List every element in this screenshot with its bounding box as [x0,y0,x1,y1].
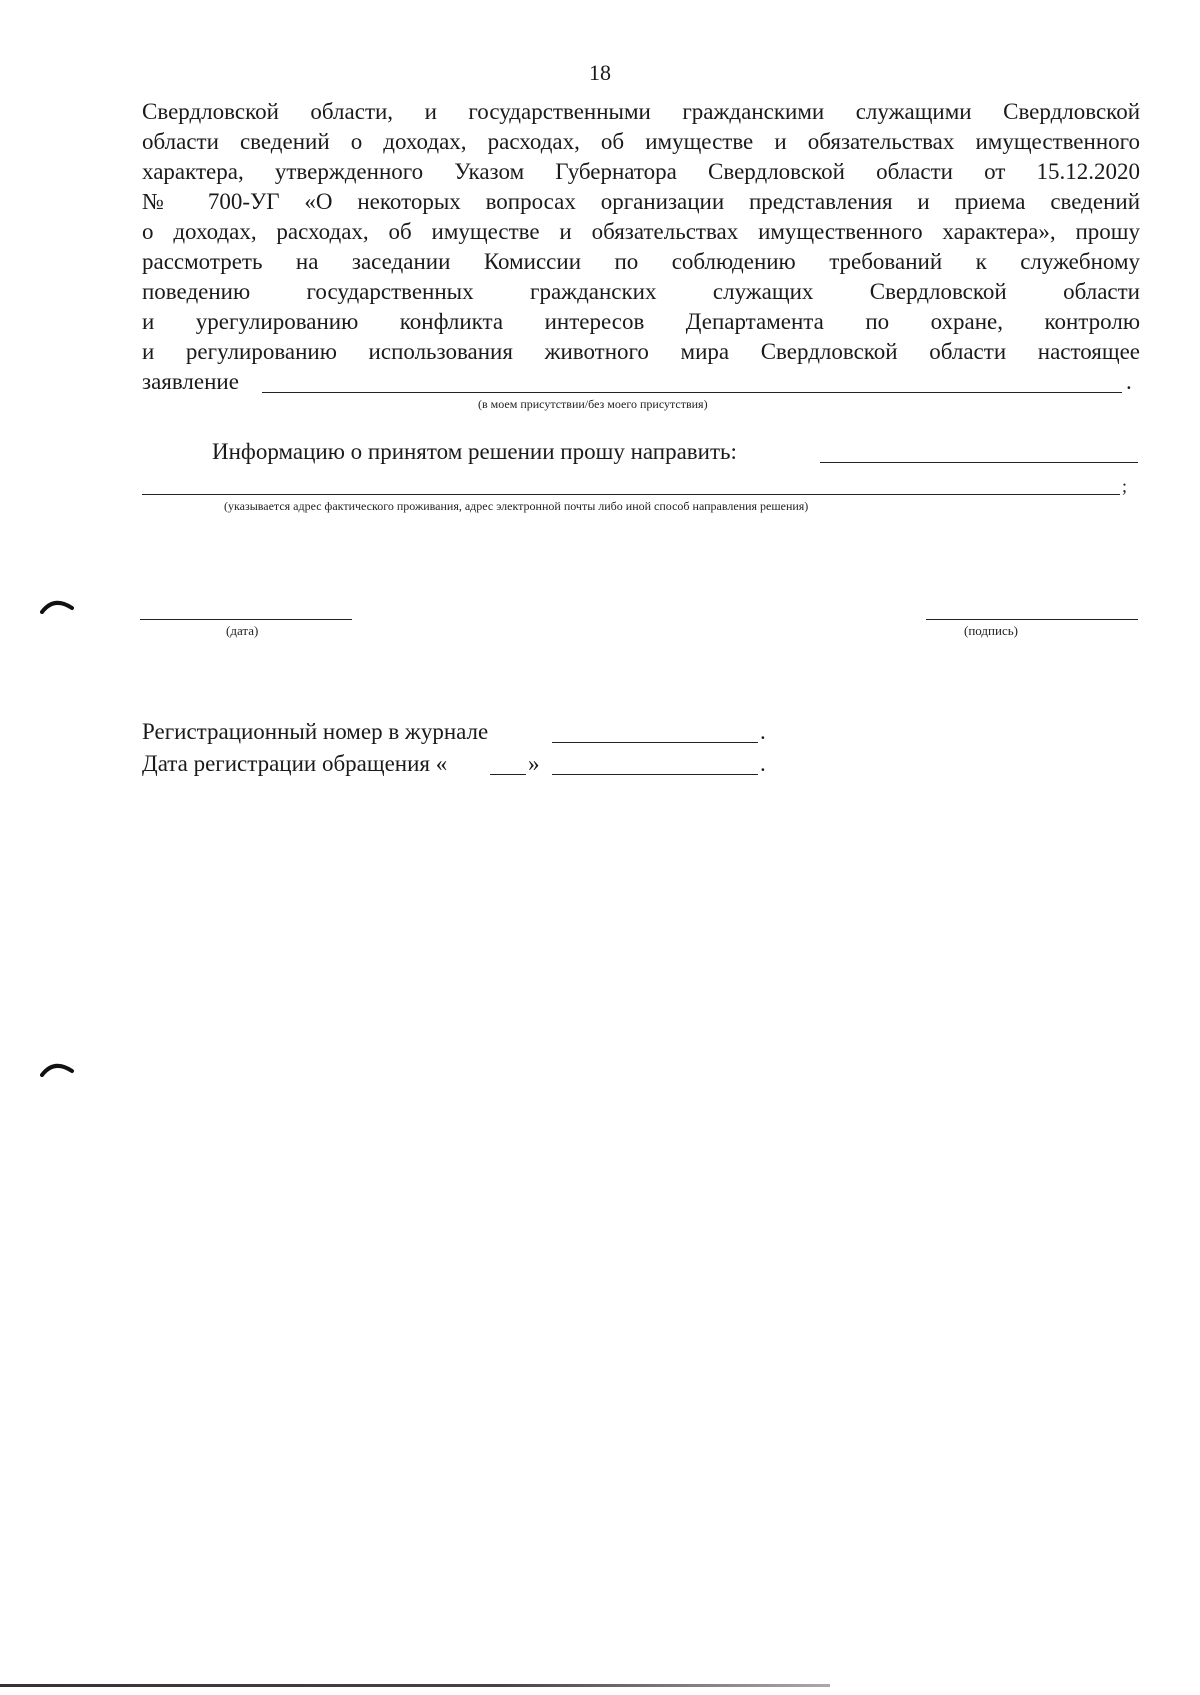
body-line: рассмотреть на заседании Комиссии по соблюдению требований к служебному [142,249,1140,274]
body-line: и урегулированию конфликта интересов Департамента по охране, контролю [142,309,1140,334]
body-line: характера, утвержденного Указом Губернатора Свердловской области от 15.12.2020 [142,159,1140,184]
body-line: поведению государственных гражданских служащих Свердловской области [142,279,1140,304]
registration-date-field[interactable] [552,774,758,775]
registration-date-end: . [760,751,766,776]
body-line: № 700-УГ «О некоторых вопросах организации представления и приема сведений [142,189,1140,214]
date-hint: (дата) [226,623,259,638]
date-field[interactable] [140,619,352,620]
body-line: о доходах, расходах, об имуществе и обязательствах имущественного характера», прошу [142,219,1140,244]
punch-hole-mark-icon [40,1061,74,1077]
body-line: области сведений о доходах, расходах, об имуществе и обязательствах имущественного [142,129,1140,154]
scan-bottom-edge [0,1684,830,1687]
registration-date-label: Дата регистрации обращения « [142,751,448,776]
registration-day-field[interactable] [490,774,526,775]
body-line: Свердловской области, и государственными гражданскими служащими Свердловской [142,99,1140,124]
statement-presence-field[interactable] [262,392,1122,393]
punch-hole-mark-icon [40,598,74,614]
body-line: и регулированию использования животного мира Свердловской области настоящее [142,339,1140,364]
registration-number-end: . [760,719,766,744]
info-address-hint: (указывается адрес фактического проживания, адрес электронной почты либо иной способ направления решения) [224,499,809,513]
registration-number-label: Регистрационный номер в журнале [142,719,489,744]
statement-label: заявление [142,369,239,394]
info-label: Информацию о принятом решении прошу направить: [212,439,737,464]
page-number: 18 [589,60,611,85]
info-address-field[interactable] [142,494,1120,495]
statement-presence-hint: (в моем присутствии/без моего присутствия) [478,397,708,411]
registration-number-field[interactable] [552,742,758,743]
signature-field[interactable] [926,619,1138,620]
info-end: ; [1122,476,1128,496]
statement-end: . [1126,369,1132,394]
signature-hint: (подпись) [964,623,1018,638]
info-method-field[interactable] [820,462,1138,463]
registration-date-mid: » [528,751,540,776]
